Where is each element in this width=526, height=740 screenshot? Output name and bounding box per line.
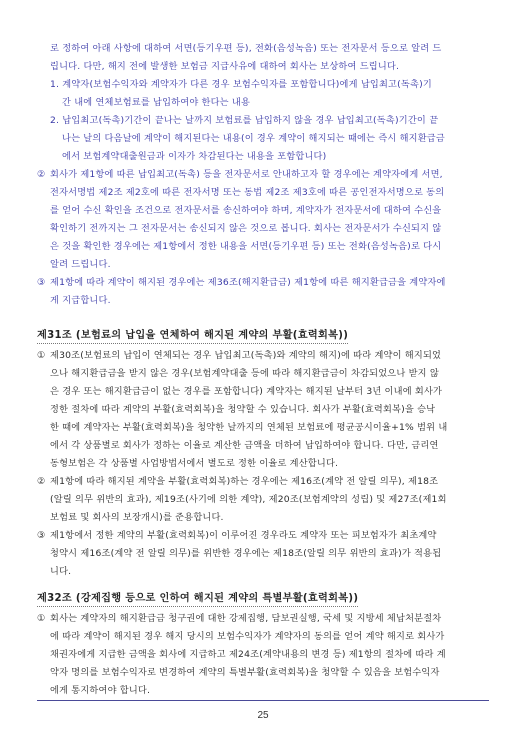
clause-marker: ①	[37, 350, 46, 361]
text-line: 은 경우 또는 해지환급금이 없는 경우를 포함합니다) 계약자는 해지된 날부터 3년 이내에 회사가	[50, 386, 443, 397]
text-line: 보험료 및 회사의 보장개시)를 준용합니다.	[50, 512, 224, 523]
text-line: 제30조(보험료의 납입이 연체되는 경우 납입최고(독촉)와 계약의 해지)에 따라 계약이 해지되었	[50, 350, 442, 361]
text-line: 제1항에 따라 계약이 해지된 경우에는 제36조(해지환급금) 제1항에 따른 해지환급금을 계약자에	[50, 277, 446, 288]
article-31-heading: 제31조 (보험료의 납입을 연체하여 해지된 계약의 부활(효력회복))	[37, 326, 348, 344]
text-line: 전자서명법 제2조 제2호에 따른 전자서명 또는 동법 제2조 제3호에 따른 공인전자서명으로 동의	[50, 187, 445, 198]
text-line: 에게 통지하여야 합니다.	[50, 685, 151, 696]
text-line: 에서 각 상품별로 회사가 정하는 이율로 계산한 금액을 더하여 납입하여야 합니다. 다만, 금리연	[50, 440, 439, 451]
text-line: 에서 보험계약대출원금과 이자가 차감된다는 내용을 포함합니다)	[62, 151, 327, 162]
article-31-clause-3	[37, 527, 495, 581]
clause-2	[37, 166, 495, 274]
text-line: 1. 계약자(보험수익자와 계약자가 다른 경우 보험수익자를 포함합니다)에게 납입최고(독촉)기	[50, 79, 432, 90]
text-line: 한 때에 계약자는 부활(효력회복)을 청약한 날까지의 연체된 보험료에 평균공시이율+1% 범위 내	[50, 422, 448, 433]
text-line: 동형보험은 각 상품별 사업방법서에서 별도로 정한 이율로 계산합니다.	[50, 458, 339, 469]
text-line: 를 얻어 수신 확인을 조건으로 전자문서를 송신하여야 하며, 계약자가 전자문서에 대하여 수신을	[50, 205, 442, 216]
text-line: 2. 납입최고(독촉)기간이 끝나는 날까지 보험료를 납입하지 않을 경우 납입최고(독촉)기간이 끝	[50, 115, 439, 126]
text-line: 알려 드립니다.	[50, 259, 111, 270]
intro-item-1	[50, 76, 495, 112]
text-line: 채권자에게 지급한 금액을 회사에 지급하고 제24조(계약내용의 변경 등) 제1항의 절차에 따라 계	[50, 649, 446, 660]
text-line: 나는 날의 다음날에 계약이 해지된다는 내용(이 경우 계약이 해지되는 때에는 즉시 해지환급금	[62, 133, 445, 144]
clause-marker: ③	[37, 277, 46, 288]
intro-paragraph	[50, 40, 495, 76]
text-line: 으나 해지환급금을 받지 않은 경우(보험계약대출 등에 따라 해지환급금이 차감되었으나 받지 않	[50, 368, 439, 379]
clause-marker: ①	[37, 613, 46, 624]
text-line: 니다.	[50, 566, 72, 577]
text-line: 정한 절차에 따라 계약의 부활(효력회복)을 청약할 수 있습니다. 회사가 부활(효력회복)을 승낙	[50, 404, 436, 415]
intro-item-2	[50, 112, 495, 166]
clause-marker: ②	[37, 169, 46, 180]
text-line: 확인하기 전까지는 그 전자문서는 송신되지 않은 것으로 봅니다. 회사는 전자문서가 수신되지 않	[50, 223, 442, 234]
text-line: 회사가 제1항에 따른 납입최고(독촉) 등을 전자문서로 안내하고자 할 경우에는 계약자에게 서면,	[50, 169, 443, 180]
article-31-clause-2	[37, 473, 495, 527]
article-32-heading: 제32조 (강제집행 등으로 인하여 해지된 계약의 특별부활(효력회복))	[37, 589, 358, 607]
text-line: 간 내에 연체보험료를 납입하여야 한다는 내용	[62, 97, 251, 108]
text-line: 은 것을 확인한 경우에는 제1항에서 정한 내용을 서면(등기우편 등) 또는 전화(음성녹음)로 다시	[50, 241, 442, 252]
clause-3	[37, 274, 495, 310]
text-line: 립니다. 다만, 해지 전에 발생한 보험금 지급사유에 대하여 회사는 보상하여 드립니다.	[50, 61, 400, 72]
clause-marker: ③	[37, 530, 46, 541]
text-line: 로 정하여 아래 사항에 대하여 서면(등기우편 등), 전화(음성녹음) 또는 전자문서 등으로 알려 드	[50, 43, 442, 54]
text-line: 제1항에서 정한 계약의 부활(효력회복)이 이루어진 경우라도 계약자 또는 피보험자가 최초계약	[50, 530, 437, 541]
text-line: 에 따라 계약이 해지된 경우 해지 당시의 보험수익자가 계약자의 동의를 얻어 계약 해지로 회사가	[50, 631, 445, 642]
text-line: 약자 명의를 보험수익자로 변경하여 계약의 특별부활(효력회복)을 청약할 수 있음을 보험수익자	[50, 667, 440, 678]
article-31-clause-1	[37, 347, 495, 473]
text-line: 게 지급합니다.	[50, 295, 111, 306]
text-line: 청약시 제16조(계약 전 알릴 의무)를 위반한 경우에는 제18조(알릴 의무 위반의 효과)가 적용됩	[50, 548, 442, 559]
page-number: 25	[257, 710, 269, 721]
text-line: 제1항에 따라 해지된 계약을 부활(효력회복)하는 경우에는 제16조(계약 전 알릴 의무), 제18조	[50, 476, 439, 487]
clause-marker: ②	[37, 476, 46, 487]
article-32-clause-1	[37, 610, 495, 700]
footer-rule	[37, 700, 489, 701]
text-line: (알릴 의무 위반의 효과), 제19조(사기에 의한 계약), 제20조(보험계약의 성립) 및 제27조(제1회	[50, 494, 447, 505]
text-line: 회사는 계약자의 해지환급금 청구권에 대한 강제집행, 담보권실행, 국세 및 지방세 체납처분절차	[50, 613, 442, 624]
